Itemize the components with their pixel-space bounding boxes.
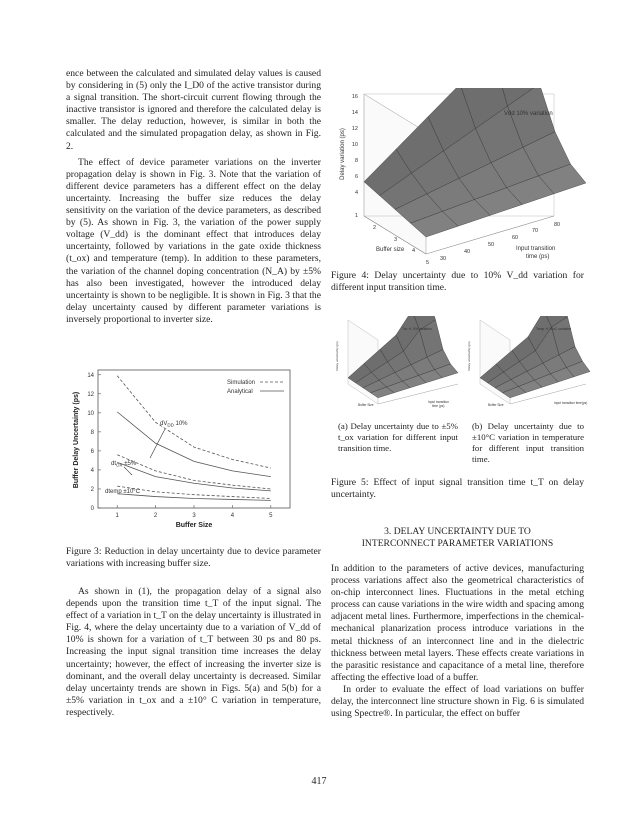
fig5a-label: Tox +/- 5% variation bbox=[402, 327, 432, 331]
svg-text:12: 12 bbox=[351, 126, 358, 132]
right-column-bottom bbox=[331, 563, 584, 720]
paragraph: In addition to the parameters of active devices, manufacturing process variations affect also the geometrical characteristics of on-chip interconnect lines. Fluctuations in the metal etching process can cause variations in the wire width and spacing among adjacent metal lines. Furthermore, imperfections in the chemical-mechanical planarization process introduce variations in the metal thickness of an interconnect line and in the dielectric thickness between metal layers. These effects create variations in the parasitic resistance and capacitance of a metal line, therefore affecting the effective load of a buffer. bbox=[331, 563, 584, 683]
svg-text:time (ps): time (ps) bbox=[526, 254, 550, 260]
left-column-top bbox=[66, 68, 321, 326]
left-column-bottom bbox=[66, 586, 321, 719]
fig5b-label: Temp +/-10oC variation bbox=[536, 327, 572, 331]
legend-analytical: Analytical bbox=[227, 389, 253, 395]
y-tick-label: 12 bbox=[87, 391, 94, 398]
page-number: 417 bbox=[311, 776, 327, 787]
svg-text:3: 3 bbox=[394, 237, 398, 243]
buffer-size-label: Buffer size bbox=[376, 247, 405, 253]
svg-text:4: 4 bbox=[412, 248, 416, 254]
annotation-dvdd: $dV_{DD}$ 10% bbox=[160, 421, 188, 428]
section-title-line2: INTERCONNECT PARAMETER VARIATIONS bbox=[361, 538, 554, 549]
y-tick-label: 6 bbox=[90, 448, 94, 455]
fig5b-zlabel: Delay uncertainty (ps) bbox=[467, 341, 471, 371]
svg-text:80: 80 bbox=[554, 222, 561, 228]
surface-label: Vdd 10% variation bbox=[504, 111, 553, 117]
y-tick-label: 14 bbox=[87, 372, 94, 379]
fig5b-ylabel: Input transition time(ps) bbox=[554, 401, 588, 405]
fig5a-ylabel: Input transition bbox=[428, 400, 449, 404]
figure-5b-caption: (b) Delay uncertainty due to ±10°C variation in temperature for different input transition time. bbox=[472, 421, 584, 464]
svg-text:16: 16 bbox=[351, 94, 358, 100]
section-title-line1: 3. DELAY UNCERTAINTY DUE TO bbox=[384, 526, 531, 537]
annotation-dtox: $dt_{OX} \pm 5\%$ bbox=[111, 461, 137, 468]
svg-text:30: 30 bbox=[440, 256, 447, 262]
x-tick-label: 1 bbox=[115, 513, 119, 519]
x-tick-label: 2 bbox=[153, 513, 158, 519]
svg-text:10: 10 bbox=[351, 142, 358, 148]
figure-5-caption: Figure 5: Effect of input signal transition time t_T on delay uncertainty. bbox=[331, 477, 584, 500]
paragraph: As shown in (1), the propagation delay of a signal also depends upon the transition time t_T of the input signal. The effect of a variation in t_T on the delay uncertainty is illustrated in Fig. 4, where the delay uncertainty due to a variation of V_dd of 10% is shown for a variation of t_T between 30 ps and 80 ps. Increasing the input signal transition time increases the delay uncertainty; however, the effect of increasing the inverter size is dominant, and the overall delay uncertainty is decreased. Similar delay uncertainty trends are shown in Figs. 5(a) and 5(b) for a ±5% variation in t_ox and a ±10° C variation in temperature, respectively. bbox=[66, 586, 321, 718]
paragraph: In order to evaluate the effect of load variations on buffer delay, the interconnect line structure shown in Fig. 6 is simulated using Spectre®. In particular, the effect on buffer bbox=[331, 683, 584, 720]
y-tick-label: 8 bbox=[90, 429, 94, 436]
y-tick-label: 0 bbox=[90, 506, 94, 512]
y-tick-label: 4 bbox=[90, 467, 94, 474]
annotation-dtemp: dtemp ±10°C bbox=[105, 489, 141, 495]
y-tick-label: 10 bbox=[87, 410, 94, 417]
paragraph: The effect of device parameter variations on the inverter propagation delay is shown in Fig. 3. Note that the variation of different device parameters has a different effect on the delay uncertainty. Increasing the buffer size reduces the delay sensitivity on the variation of the device parameters, as described by (5). As shown in Fig. 3, the variation of the power supply voltage (V_dd) is the dominant effect that introduces delay uncertainty, followed by variations in the gate oxide thickness (t_ox) and temperature (temp). In addition to these parameters, the variation of the channel doping concentration (N_A) by ±5% has also been investigated, however the introduced delay uncertainty is shown to be negligible. It is shown in Fig. 3 that the delay uncertainty caused by different parameter variations is inversely proportional to inverter size. bbox=[66, 156, 321, 325]
fig5b-xlabel: Buffer Size bbox=[488, 403, 504, 407]
figure-3-chart bbox=[70, 362, 295, 532]
figure-4-surface bbox=[336, 88, 586, 266]
x-tick-label: 3 bbox=[192, 513, 196, 519]
svg-text:time (ps): time (ps) bbox=[432, 404, 445, 408]
transition-label: Input transition bbox=[516, 246, 556, 252]
svg-text:14: 14 bbox=[351, 110, 358, 116]
svg-text:60: 60 bbox=[512, 235, 519, 241]
svg-text:4: 4 bbox=[354, 190, 358, 196]
figure-5b-surface bbox=[466, 316, 590, 412]
x-axis-label: Buffer Size bbox=[175, 522, 213, 529]
svg-text:1: 1 bbox=[354, 213, 358, 219]
legend-simulation: Simulation bbox=[227, 380, 256, 386]
svg-text:5: 5 bbox=[426, 260, 430, 266]
svg-text:50: 50 bbox=[488, 242, 495, 248]
figure-5a-caption: (a) Delay uncertainty due to ±5% t_ox variation for different input transition time. bbox=[338, 421, 458, 453]
svg-text:70: 70 bbox=[532, 228, 539, 234]
svg-text:2: 2 bbox=[373, 225, 377, 231]
x-tick-label: 5 bbox=[269, 513, 273, 519]
fig5a-xlabel: Buffer Size bbox=[358, 403, 374, 407]
x-tick-label: 4 bbox=[230, 513, 235, 519]
fig5a-zlabel: Delay uncertainty (ps) bbox=[335, 341, 339, 371]
svg-text:40: 40 bbox=[464, 249, 471, 255]
y-tick-label: 2 bbox=[90, 486, 94, 493]
y-axis-label: Buffer Delay Uncertainty (ps) bbox=[73, 391, 80, 489]
svg-text:8: 8 bbox=[354, 158, 358, 164]
figure-5a-surface bbox=[334, 316, 462, 412]
paragraph: ence between the calculated and simulated delay values is caused by considering in (5) only the I_D0 of the active transistor during a signal transition. The short-circuit current flowing through the inactive transistor is ignored and therefore the calculated delay is smaller. The delay reduction, however, is similar in both the calculated and the simulated propagation delay, as shown in Fig. 2. bbox=[66, 68, 321, 152]
figure-3-caption: Figure 3: Reduction in delay uncertainty due to device parameter variations with increasing buffer size. bbox=[66, 546, 321, 569]
z-axis-label: Delay variation (ps) bbox=[340, 128, 346, 180]
section-3-heading bbox=[331, 526, 584, 550]
figure-4-caption: Figure 4: Delay uncertainty due to 10% V_dd variation for different input transition time. bbox=[331, 270, 584, 293]
svg-text:6: 6 bbox=[354, 174, 358, 180]
